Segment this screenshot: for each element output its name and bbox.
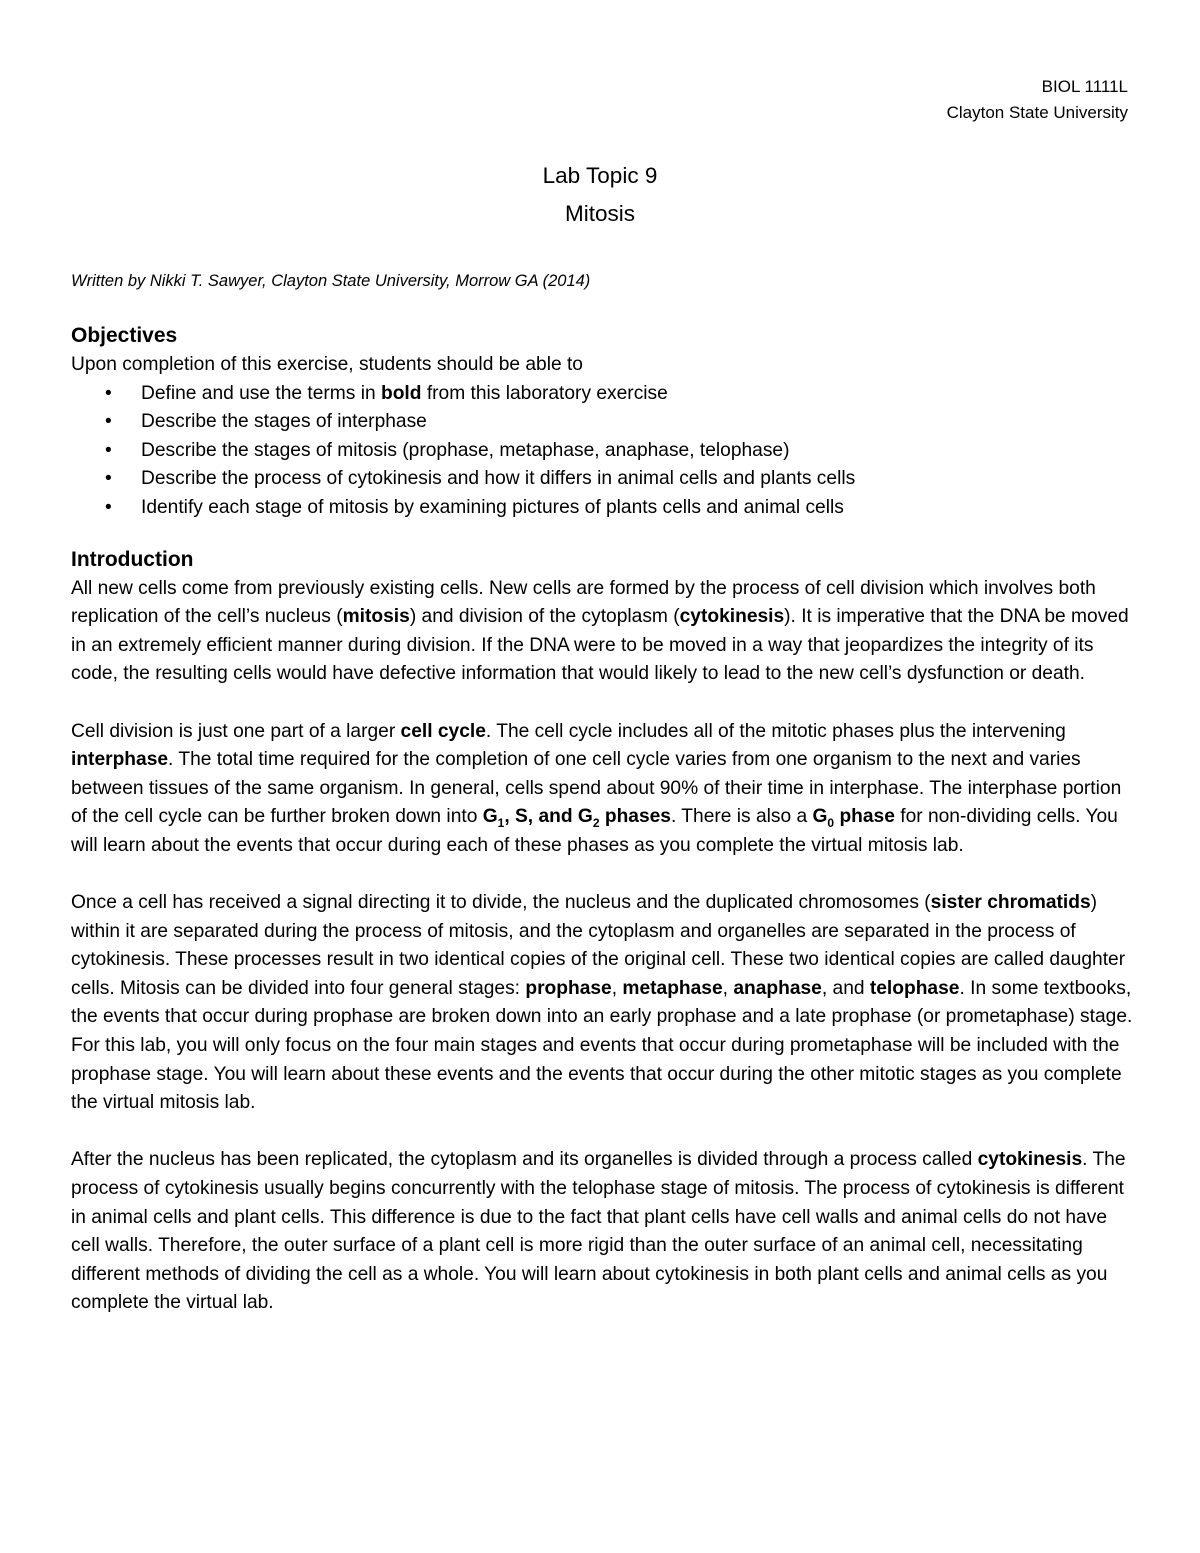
document-body bbox=[71, 268, 1136, 1318]
title-line-1: Lab Topic 9 bbox=[542, 163, 658, 188]
introduction-section bbox=[71, 545, 1136, 1318]
list-item: • Identify each stage of mitosis by examining pictures of plants cells and animal cells bbox=[141, 494, 1136, 523]
objectives-lead: Upon completion of this exercise, students should be able to bbox=[71, 354, 583, 375]
bullet-icon: • bbox=[105, 468, 112, 490]
list-item: • Describe the stages of interphase bbox=[141, 408, 1136, 437]
page-header bbox=[947, 74, 1128, 126]
list-item: • Describe the stages of mitosis (prophase, metaphase, anaphase, telophase) bbox=[141, 437, 1136, 466]
bullet-icon: • bbox=[105, 411, 112, 433]
bullet-icon: • bbox=[105, 382, 112, 404]
list-item: • Define and use the terms in bold from this laboratory exercise bbox=[141, 380, 1136, 409]
objectives-section bbox=[71, 321, 1136, 523]
bullet-icon: • bbox=[105, 439, 112, 461]
institution-name: Clayton State University bbox=[946, 103, 1128, 122]
introduction-heading: Introduction bbox=[71, 547, 194, 571]
intro-paragraph-1: All new cells come from previously existing cells. New cells are formed by the process of cell division which involves both replication of the cell’s nucleus (mitosis) and division of the cytoplasm (cytokinesis). It is imperative that the DNA be moved in an extremely efficient manner during division. If the DNA were to be moved in a way that jeopardizes the integrity of its code, the resulting cells would have defective information that would likely to lead to the new cell’s dysfunction or death. bbox=[71, 577, 1129, 685]
objectives-heading: Objectives bbox=[71, 324, 178, 347]
author-byline: Written by Nikki T. Sawyer, Clayton State University, Morrow GA (2014) bbox=[71, 272, 591, 290]
intro-paragraph-2: Cell division is just one part of a larger cell cycle. The cell cycle includes all of the mitotic phases plus the intervening interphase. The total time required for the completion of one cell cycle varies from one organism to the next and varies between tissues of the same organism. In general, cells spend about 90% of their time in interphase. The interphase portion of the cell cycle can be further broken down into $G_1$, S, and $G_2$ phases. There is also a $G_0$ phase for non-dividing cells. You will learn about the events that occur during each of these phases as you complete the virtual mitosis lab. bbox=[71, 720, 1122, 856]
course-code: BIOL 1111L bbox=[1041, 77, 1128, 96]
list-item: • Describe the process of cytokinesis and how it differs in animal cells and plants cells bbox=[141, 465, 1136, 494]
document-title bbox=[0, 157, 1200, 233]
bullet-icon: • bbox=[105, 496, 112, 518]
intro-paragraph-4: After the nucleus has been replicated, the cytoplasm and its organelles is divided through a process called cytokinesis. The process of cytokinesis usually begins concurrently with the telophase stage of mitosis. The process of cytokinesis is different in animal cells and plant cells. This difference is due to the fact that plant cells have cell walls and animal cells do not have cell walls. Therefore, the outer surface of a plant cell is more rigid than the outer surface of an animal cell, necessitating different methods of dividing the cell as a whole. You will learn about cytokinesis in both plant cells and animal cells as you complete the virtual lab. bbox=[71, 1149, 1126, 1314]
objectives-list bbox=[71, 380, 1136, 523]
title-line-2: Mitosis bbox=[564, 201, 635, 226]
intro-paragraph-3: Once a cell has received a signal directing it to divide, the nucleus and the duplicated chromosomes (sister chromatids) within it are separated during the process of mitosis, and the cytoplasm and organelles are separated in the process of cytokinesis. These processes result in two identical copies of the original cell. These two identical copies are called daughter cells. Mitosis can be divided into four general stages: prophase, metaphase, anaphase, and telophase. In some textbooks, the events that occur during prophase are broken down into an early prophase and a late prophase (or prometaphase) stage. For this lab, you will only focus on the four main stages and events that occur during prometaphase will be included with the prophase stage. You will learn about these events and the events that occur during the other mitotic stages as you complete the virtual mitosis lab. bbox=[71, 892, 1133, 1114]
